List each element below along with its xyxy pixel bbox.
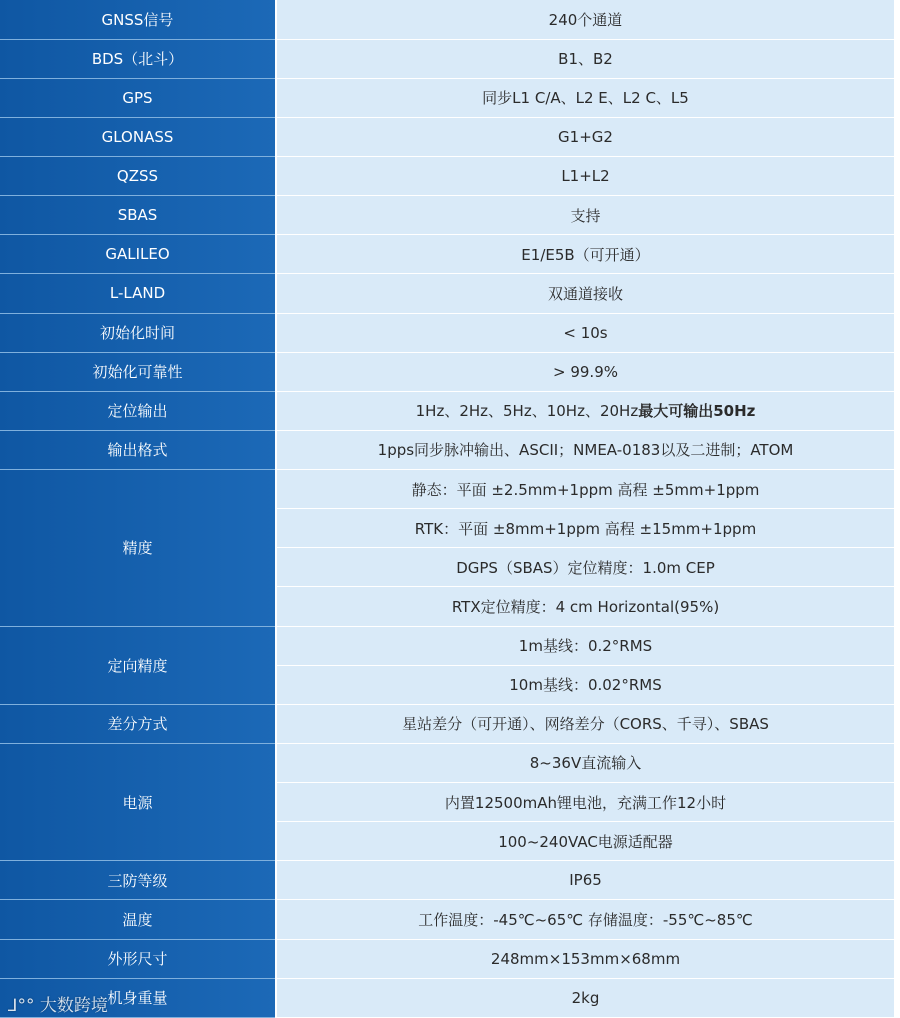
spec-row [0, 704, 900, 743]
spec-label: 定位输出 [0, 391, 275, 430]
spec-row [0, 430, 900, 469]
spec-value [277, 274, 894, 313]
spec-row [0, 235, 900, 274]
spec-value [277, 352, 894, 391]
spec-value-text: RTX定位精度：4 cm Horizontal(95%) [451, 597, 720, 616]
spec-label: GALILEO [0, 235, 275, 274]
spec-value [277, 313, 894, 352]
spec-value [277, 587, 894, 626]
spec-label: 机身重量 [0, 978, 275, 1017]
watermark-logo-icon: ⅃°° [8, 996, 35, 1016]
right-margin [894, 39, 900, 78]
spec-label: GNSS信号 [0, 0, 275, 39]
spec-row [0, 939, 900, 978]
spec-value [277, 743, 894, 782]
spec-value [277, 470, 894, 509]
right-margin [894, 0, 900, 39]
spec-label: 差分方式 [0, 704, 275, 743]
spec-value [277, 626, 894, 665]
spec-value-text: 1m基线：0.2°RMS [518, 637, 653, 656]
spec-row [0, 352, 900, 391]
spec-value-text: 静态：平面 ±2.5mm+1ppm 高程 ±5mm+1ppm [411, 480, 760, 499]
spec-row [0, 626, 900, 665]
spec-value-text: 星站差分（可开通）、网络差分（CORS、千寻）、SBAS [402, 715, 769, 734]
right-margin [894, 978, 900, 1017]
spec-row [0, 196, 900, 235]
spec-value-text: 双通道接收 [547, 284, 623, 303]
spec-row [0, 900, 900, 939]
spec-value [277, 822, 894, 861]
spec-value-text: 1Hz、2Hz、5Hz、10Hz、20Hz [415, 402, 639, 421]
spec-label: SBAS [0, 196, 275, 235]
spec-value [277, 157, 894, 196]
right-margin [894, 391, 900, 430]
spec-row [0, 0, 900, 39]
spec-value-text: 8~36V直流输入 [529, 754, 642, 773]
spec-value-text: > 99.9% [553, 362, 618, 381]
spec-value-text: DGPS（SBAS）定位精度：1.0m CEP [456, 558, 715, 577]
spec-value [277, 235, 894, 274]
spec-label: GPS [0, 78, 275, 117]
spec-row [0, 117, 900, 156]
spec-row [0, 157, 900, 196]
spec-value-text: 内置12500mAh锂电池，充满工作12小时 [444, 793, 727, 812]
spec-row [0, 313, 900, 352]
spec-value-text: 10m基线：0.02°RMS [509, 676, 662, 695]
spec-row [0, 78, 900, 117]
right-margin [894, 352, 900, 391]
spec-label: 输出格式 [0, 430, 275, 469]
spec-value-text: B1、B2 [558, 50, 613, 69]
spec-value [277, 509, 894, 548]
spec-value [277, 900, 894, 939]
spec-row [0, 743, 900, 782]
spec-label: 精度 [0, 470, 275, 627]
watermark-text: 大数跨境 [39, 996, 108, 1016]
spec-value-text: 工作温度：-45℃~65℃ 存储温度：-55℃~85℃ [418, 910, 753, 929]
right-margin [894, 313, 900, 352]
spec-label: 温度 [0, 900, 275, 939]
right-margin [894, 861, 900, 900]
spec-label: L-LAND [0, 274, 275, 313]
spec-value-text: < 10s [563, 323, 608, 342]
spec-label: 三防等级 [0, 861, 275, 900]
spec-value-text: 240个通道 [548, 10, 623, 29]
spec-value-text: G1+G2 [558, 127, 613, 146]
spec-value-text: 支持 [570, 206, 601, 225]
spec-value [277, 704, 894, 743]
spec-value [277, 939, 894, 978]
right-margin [894, 196, 900, 235]
spec-row [0, 978, 900, 1017]
right-margin [894, 117, 900, 156]
spec-label: GLONASS [0, 117, 275, 156]
right-margin [894, 743, 900, 860]
spec-value [277, 430, 894, 469]
spec-row [0, 274, 900, 313]
spec-value-text: 同步L1 C/A、L2 E、L2 C、L5 [482, 89, 689, 108]
spec-value-text: 248mm×153mm×68mm [490, 949, 681, 968]
spec-row [0, 470, 900, 509]
spec-label: QZSS [0, 157, 275, 196]
spec-row [0, 391, 900, 430]
right-margin [894, 704, 900, 743]
spec-value [277, 978, 894, 1017]
right-margin [894, 157, 900, 196]
spec-label: 初始化可靠性 [0, 352, 275, 391]
spec-value [277, 783, 894, 822]
spec-value-text: 1pps同步脉冲输出、ASCII；NMEA-0183以及二进制；ATOM [377, 441, 794, 460]
spec-label: 定向精度 [0, 626, 275, 704]
spec-value [277, 78, 894, 117]
right-margin [894, 235, 900, 274]
spec-value [277, 39, 894, 78]
spec-value [277, 548, 894, 587]
right-margin [894, 274, 900, 313]
spec-value-text: 100~240VAC电源适配器 [498, 832, 673, 851]
right-margin [894, 430, 900, 469]
right-margin [894, 900, 900, 939]
spec-value-emphasis: 最大可输出50Hz [638, 402, 756, 421]
right-margin [894, 626, 900, 704]
right-margin [894, 939, 900, 978]
spec-row [0, 861, 900, 900]
spec-value-text: IP65 [569, 871, 602, 890]
spec-value [277, 117, 894, 156]
spec-label: BDS（北斗） [0, 39, 275, 78]
spec-value-text: L1+L2 [561, 167, 610, 186]
spec-label: 电源 [0, 743, 275, 860]
spec-value [277, 391, 894, 430]
spec-value-text: 2kg [571, 988, 600, 1007]
right-margin [894, 470, 900, 627]
spec-label: 初始化时间 [0, 313, 275, 352]
right-margin [894, 78, 900, 117]
spec-value [277, 861, 894, 900]
spec-value-text: RTK：平面 ±8mm+1ppm 高程 ±15mm+1ppm [414, 519, 757, 538]
spec-value-text: E1/E5B（可开通） [521, 245, 650, 264]
spec-value [277, 665, 894, 704]
spec-label: 外形尺寸 [0, 939, 275, 978]
spec-value [277, 196, 894, 235]
spec-value [277, 0, 894, 39]
spec-row [0, 39, 900, 78]
